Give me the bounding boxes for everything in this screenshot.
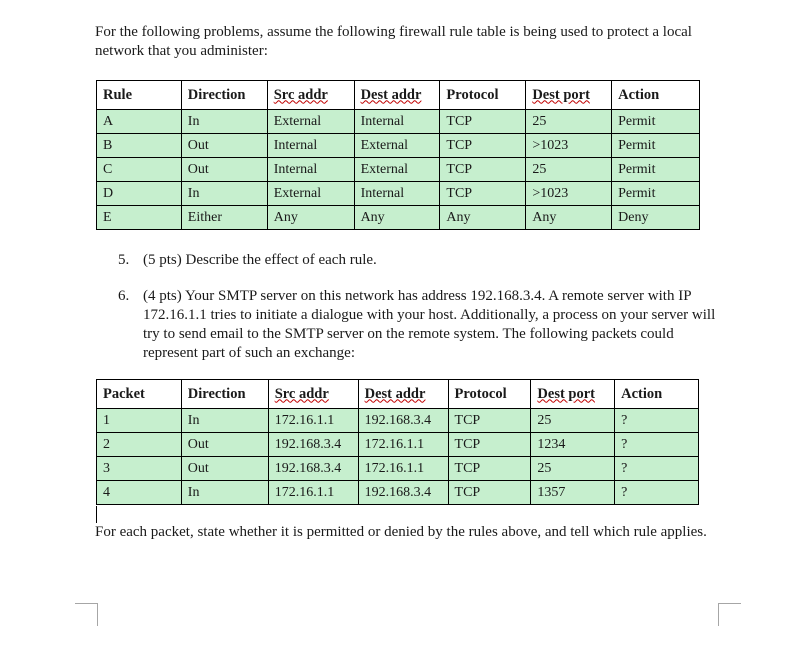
header-cell: Protocol [440,81,526,110]
table-cell: Out [181,158,267,182]
table-cell: 25 [526,110,612,134]
table-cell: ? [615,481,699,505]
page-margin-corner-left [75,603,98,626]
table-cell: Either [181,206,267,230]
table-cell: 172.16.1.1 [268,481,358,505]
header-cell: Rule [97,81,182,110]
table-cell: Any [267,206,354,230]
table-cell: ? [615,457,699,481]
table-cell: B [97,134,182,158]
page-margin-corner-right [718,603,741,626]
table-row [97,158,700,182]
table-cell: 192.168.3.4 [268,433,358,457]
text-cursor [96,506,97,523]
table-cell: TCP [440,158,526,182]
header-cell: Dest addr [358,380,448,409]
table-cell: Deny [612,206,700,230]
table-cell: In [181,409,268,433]
table-cell: ? [615,409,699,433]
table-cell: 172.16.1.1 [268,409,358,433]
question-6 [118,287,718,367]
table-cell: 1 [97,409,182,433]
header-cell: Src addr [268,380,358,409]
table-cell: In [181,481,268,505]
table-cell: Permit [612,110,700,134]
table-cell: In [181,182,267,206]
table-cell: TCP [448,481,531,505]
table-cell: E [97,206,182,230]
table-cell: TCP [440,110,526,134]
firewall-rule-table [96,80,700,230]
table-row [97,433,699,457]
table-cell: External [267,110,354,134]
table-cell: Internal [354,110,440,134]
table-cell: 25 [526,158,612,182]
header-cell: Dest addr [354,81,440,110]
table-cell: Internal [267,158,354,182]
question-number: 5. [118,252,130,268]
table-header-row [97,380,699,409]
table-cell: Out [181,457,268,481]
table-cell: TCP [448,457,531,481]
table-cell: Permit [612,182,700,206]
question-number: 6. [118,288,130,304]
table-row [97,182,700,206]
table-row [97,134,700,158]
table-cell: External [354,134,440,158]
table-row [97,457,699,481]
table-cell: External [267,182,354,206]
header-cell: Direction [181,81,267,110]
table-cell: 1357 [531,481,615,505]
header-cell: Direction [181,380,268,409]
table-header-row [97,81,700,110]
table-cell: ? [615,433,699,457]
table-cell: In [181,110,267,134]
question-5 [118,251,718,271]
table-cell: A [97,110,182,134]
table-row [97,206,700,230]
table-cell: C [97,158,182,182]
table-cell: 172.16.1.1 [358,433,448,457]
table-row [97,409,699,433]
header-cell: Dest port [526,81,612,110]
intro-paragraph: For the following problems, assume the following firewall rule table is being used to protect a local network that you administer: [95,24,692,59]
table-cell: Out [181,134,267,158]
table-cell: 4 [97,481,182,505]
table-cell: TCP [440,182,526,206]
header-cell: Packet [97,380,182,409]
table-cell: >1023 [526,182,612,206]
table-cell: Any [526,206,612,230]
table-cell: >1023 [526,134,612,158]
table-cell: Permit [612,158,700,182]
table-row [97,110,700,134]
table-cell: TCP [440,134,526,158]
table-cell: D [97,182,182,206]
table-cell: 172.16.1.1 [358,457,448,481]
question-text: (5 pts) Describe the effect of each rule. [143,252,377,268]
outro-paragraph: For each packet, state whether it is permitted or denied by the rules above, and tell which rule applies. [95,524,707,540]
header-cell: Src addr [267,81,354,110]
table-cell: 3 [97,457,182,481]
question-text: (4 pts) Your SMTP server on this network has address 192.168.3.4. A remote server with IP 172.16.1.1 tries to initiate a dialogue with your host. Additionally, a process on your server will try to send email to the SMTP server on the remote system. The following packets could represent part of such an exchange: [143,288,716,361]
table-cell: 25 [531,457,615,481]
header-cell: Action [612,81,700,110]
table-cell: 192.168.3.4 [358,481,448,505]
table-cell: 2 [97,433,182,457]
table-cell: Any [440,206,526,230]
table-cell: Permit [612,134,700,158]
table-cell: 192.168.3.4 [268,457,358,481]
table-cell: 1234 [531,433,615,457]
header-cell: Action [615,380,699,409]
header-cell: Protocol [448,380,531,409]
header-cell: Dest port [531,380,615,409]
table-cell: Internal [354,182,440,206]
table-cell: Any [354,206,440,230]
packet-table [96,379,699,505]
table-cell: 192.168.3.4 [358,409,448,433]
table-cell: External [354,158,440,182]
table-cell: Out [181,433,268,457]
table-cell: 25 [531,409,615,433]
table-cell: Internal [267,134,354,158]
table-row [97,481,699,505]
table-cell: TCP [448,409,531,433]
table-cell: TCP [448,433,531,457]
